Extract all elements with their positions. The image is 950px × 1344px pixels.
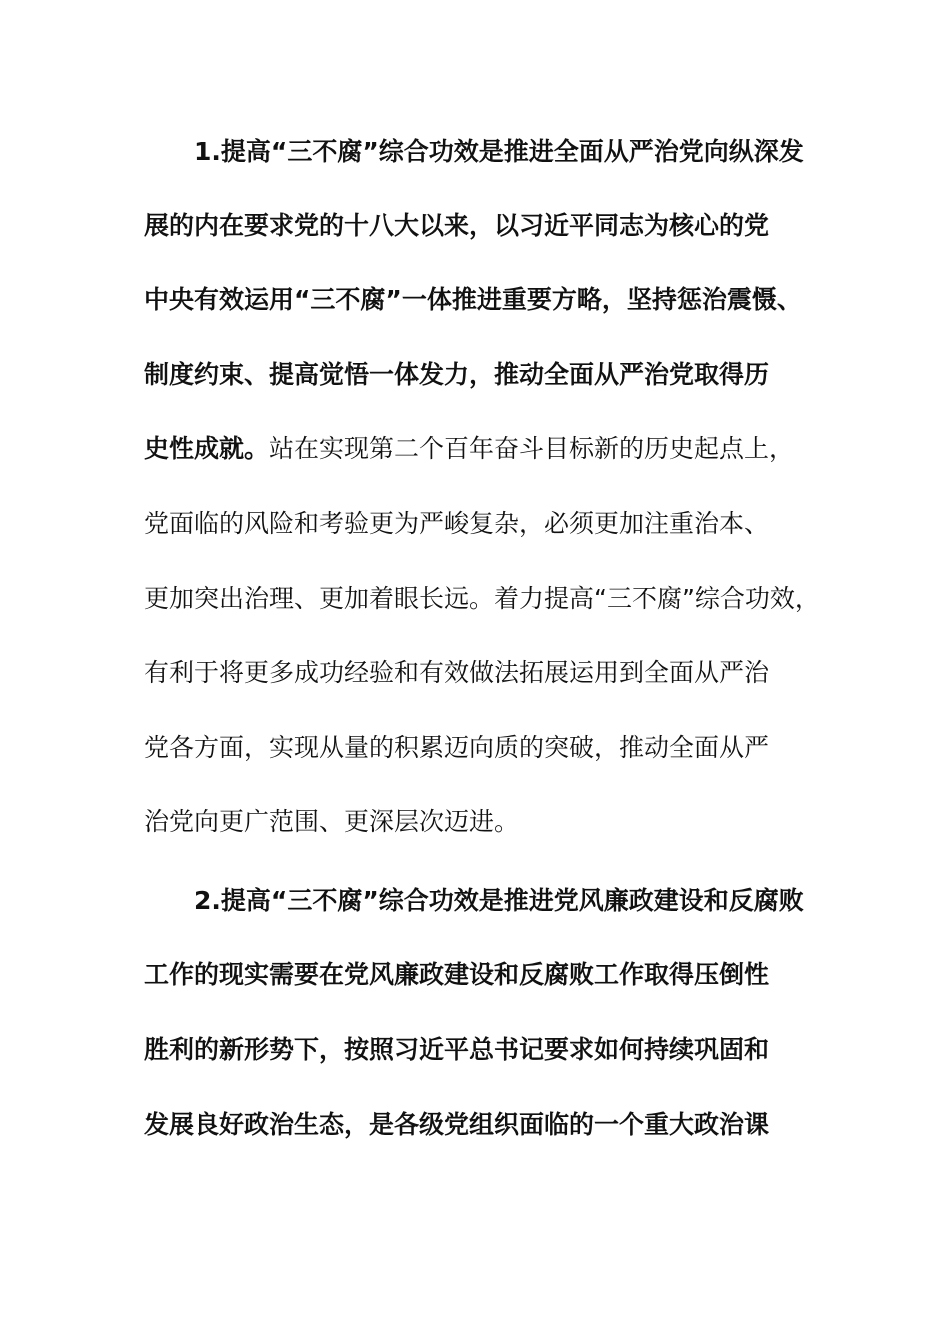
- text-line: [144, 355, 844, 395]
- text-run: 史性成就。: [144, 434, 270, 463]
- text-run: 展的内在要求党的十八大以来，以习近平同志为核心的党: [144, 211, 770, 240]
- text-run: 有利于将更多成功经验和有效做法拓展运用到全面从严治: [144, 658, 770, 687]
- text-run: 胜利的新形势下，按照习近平总书记要求如何持续巩固和: [144, 1035, 770, 1064]
- text-run: 治党向更广范围、更深层次迈进。: [144, 807, 520, 836]
- text-run: 更加突出治理、更加着眼长远。着力提高“三不腐”综合功效，: [144, 584, 820, 613]
- text-run: 2.提高“三不腐”综合功效是推进党风廉政建设和反腐败: [194, 886, 804, 915]
- text-line: [144, 955, 844, 995]
- text-run: 发展良好政治生态，是各级党组织面临的一个重大政治课: [144, 1110, 770, 1139]
- text-line: [144, 429, 844, 469]
- text-run: 中央有效运用“三不腐”一体推进重要方略，坚持惩治震慑、: [144, 285, 802, 314]
- text-run: 党面临的风险和考验更为严峻复杂，必须更加注重治本、: [144, 509, 770, 538]
- text-line: [144, 206, 844, 246]
- text-line: [144, 504, 844, 544]
- text-line: [194, 132, 844, 172]
- text-run: 工作的现实需要在党风廉政建设和反腐败工作取得压倒性: [144, 960, 770, 989]
- text-line: [194, 881, 844, 921]
- text-line: [144, 579, 844, 619]
- text-line: [144, 1105, 844, 1145]
- text-line: [144, 1030, 844, 1070]
- text-line: [144, 653, 844, 693]
- text-run: 制度约束、提高觉悟一体发力，推动全面从严治党取得历: [144, 360, 770, 389]
- text-line: [144, 280, 844, 320]
- text-line: [144, 728, 844, 768]
- text-line: [144, 802, 844, 842]
- text-run: 站在实现第二个百年奋斗目标新的历史起点上，: [269, 434, 795, 463]
- text-run: 1.提高“三不腐”综合功效是推进全面从严治党向纵深发: [194, 137, 804, 166]
- text-run: 党各方面，实现从量的积累迈向质的突破，推动全面从严: [144, 733, 770, 762]
